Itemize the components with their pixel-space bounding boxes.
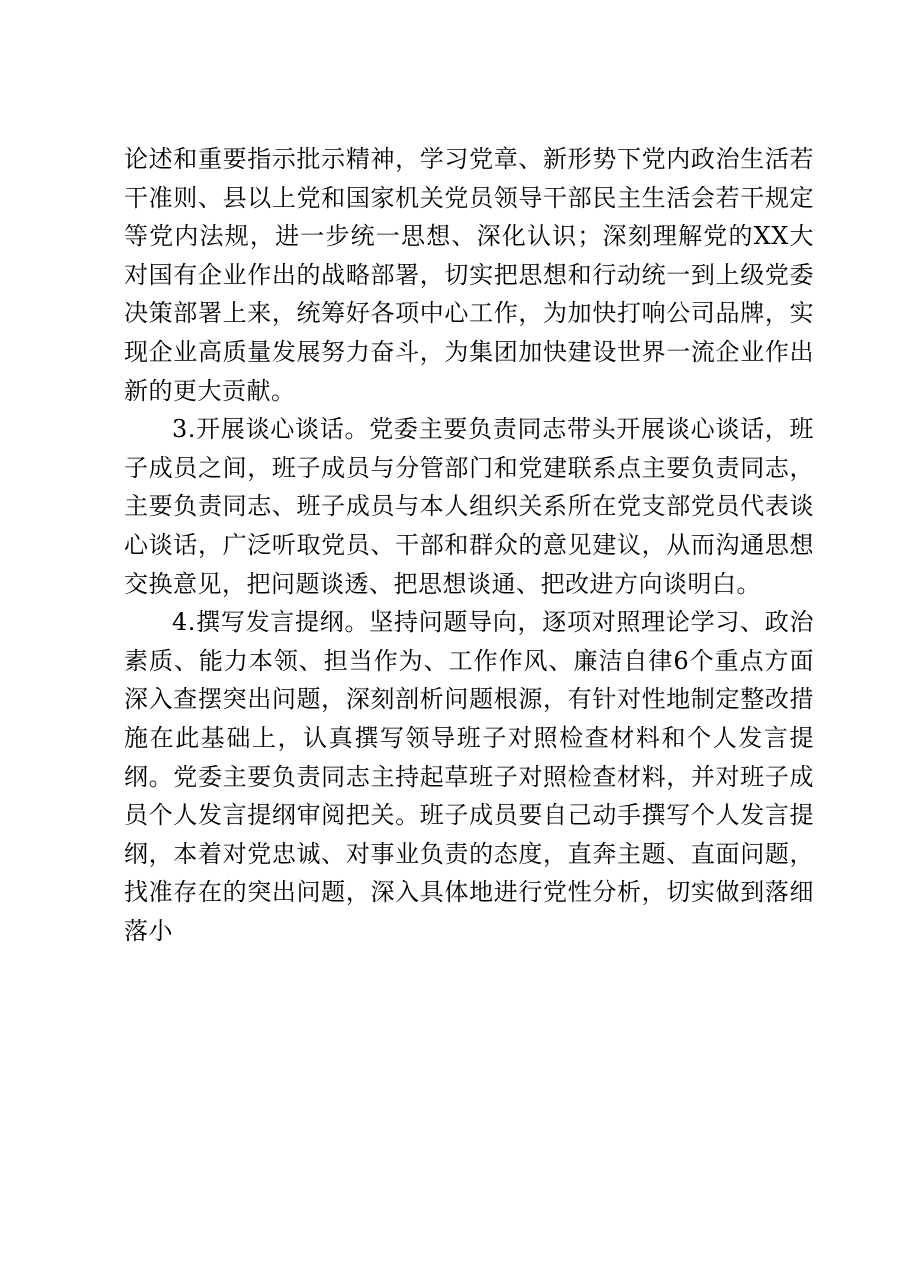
paragraph-speech-outline: 4.撰写发言提纲。坚持问题导向，逐项对照理论学习、政治素质、能力本领、担当作为、工作作风、廉洁自律6个重点方面深入查摆突出问题，深刻剖析问题根源，有针对性地制定整改措施在此基础上，认真撰写领导班子对照检查材料和个人发言提纲。党委主要负责同志主持起草班子对照检查材料，并对班子成员个人发言提纲审阅把关。班子成员要自己动手撰写个人发言提纲，本着对党忠诚、对事业负责的态度，直奔主题、直面问题，找准存在的突出问题，深入具体地进行党性分析，切实做到落细落小 [124, 608, 814, 945]
paragraph-study-continuation: 论述和重要指示批示精神，学习党章、新形势下党内政治生活若干准则、县以上党和国家机关党员领导干部民主生活会若干规定等党内法规，进一步统一思想、深化认识；深刻理解党的XX大对国有企业作出的战略部署，切实把思想和行动统一到上级党委决策部署上来，统筹好各项中心工作，为加快打响公司品牌，实现企业高质量发展努力奋斗，为集团加快建设世界一流企业作出新的更大贡献。 [124, 145, 814, 405]
document-body [124, 140, 814, 950]
paragraph-heart-to-heart-talks: 3.开展谈心谈话。党委主要负责同志带头开展谈心谈话，班子成员之间，班子成员与分管部门和党建联系点主要负责同志，主要负责同志、班子成员与本人组织关系所在党支部党员代表谈心谈话，广泛听取党员、干部和群众的意见建议，从而沟通思想交换意见，把问题谈透、把思想谈通、把改进方向谈明白。 [124, 415, 814, 598]
